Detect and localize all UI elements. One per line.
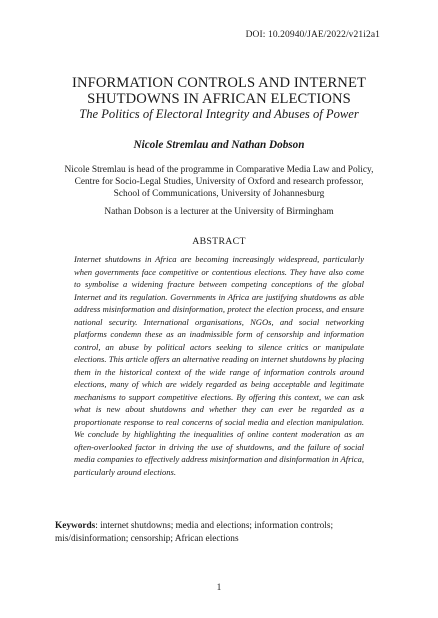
doi-header: DOI: 10.20940/JAE/2022/v21i2a1 xyxy=(245,30,380,40)
article-title xyxy=(40,75,398,107)
keywords-label: Keywords xyxy=(55,521,96,531)
title-line-1: INFORMATION CONTROLS AND INTERNET xyxy=(72,75,366,91)
article-authors: Nicole Stremlau and Nathan Dobson xyxy=(133,139,305,151)
abstract-heading: ABSTRACT xyxy=(192,236,246,247)
keywords-section xyxy=(55,520,385,545)
author-affiliation-2: Nathan Dobson is a lecturer at the University of Birmingham xyxy=(104,207,334,217)
article-subtitle: The Politics of Electoral Integrity and Abuses of Power xyxy=(79,107,359,121)
author-affiliation-1: Nicole Stremlau is head of the programme in Comparative Media Law and Policy, Centre for Socio-Legal Studies, University of Oxford and research professor, School of Communications, University of Johannesburg xyxy=(64,165,374,199)
abstract-body: Internet shutdowns in Africa are becoming increasingly widespread, particularly when governments face competitive or contentious elections. They have also come to symbolise a widening fracture between competing conceptions of the global Internet and its regulation. Governments in Africa are justifying shutdowns as able address misinformation and disinformation, protect the election process, and ensure national security. International organisations, NGOs, and social networking platforms condemn these as an inadmissible form of censorship and information control, an abuse by political actors seeking to silence critics or manipulate elections. This article offers an alternative reading on internet shutdowns by placing them in the historical context of the wide range of information controls around elections, many of which are widely regarded as being acceptable and legitimate mechanisms to support competitive elections. By offering this context, we can ask what is new about shutdowns and whether they can ever be regarded as a proportionate response to real concerns of social media and election manipulation. We conclude by highlighting the inequalities of online content moderation as an often-overlooked factor in driving the use of shutdowns, and the failure of social media companies to effectively address misinformation and disinformation in Africa, particularly around elections. xyxy=(74,254,364,477)
keywords-list: : internet shutdowns; media and elections; information controls; mis/disinformation; censorship; African elections xyxy=(55,521,334,544)
title-line-2: SHUTDOWNS IN AFRICAN ELECTIONS xyxy=(87,91,351,107)
page-number: 1 xyxy=(216,583,222,593)
